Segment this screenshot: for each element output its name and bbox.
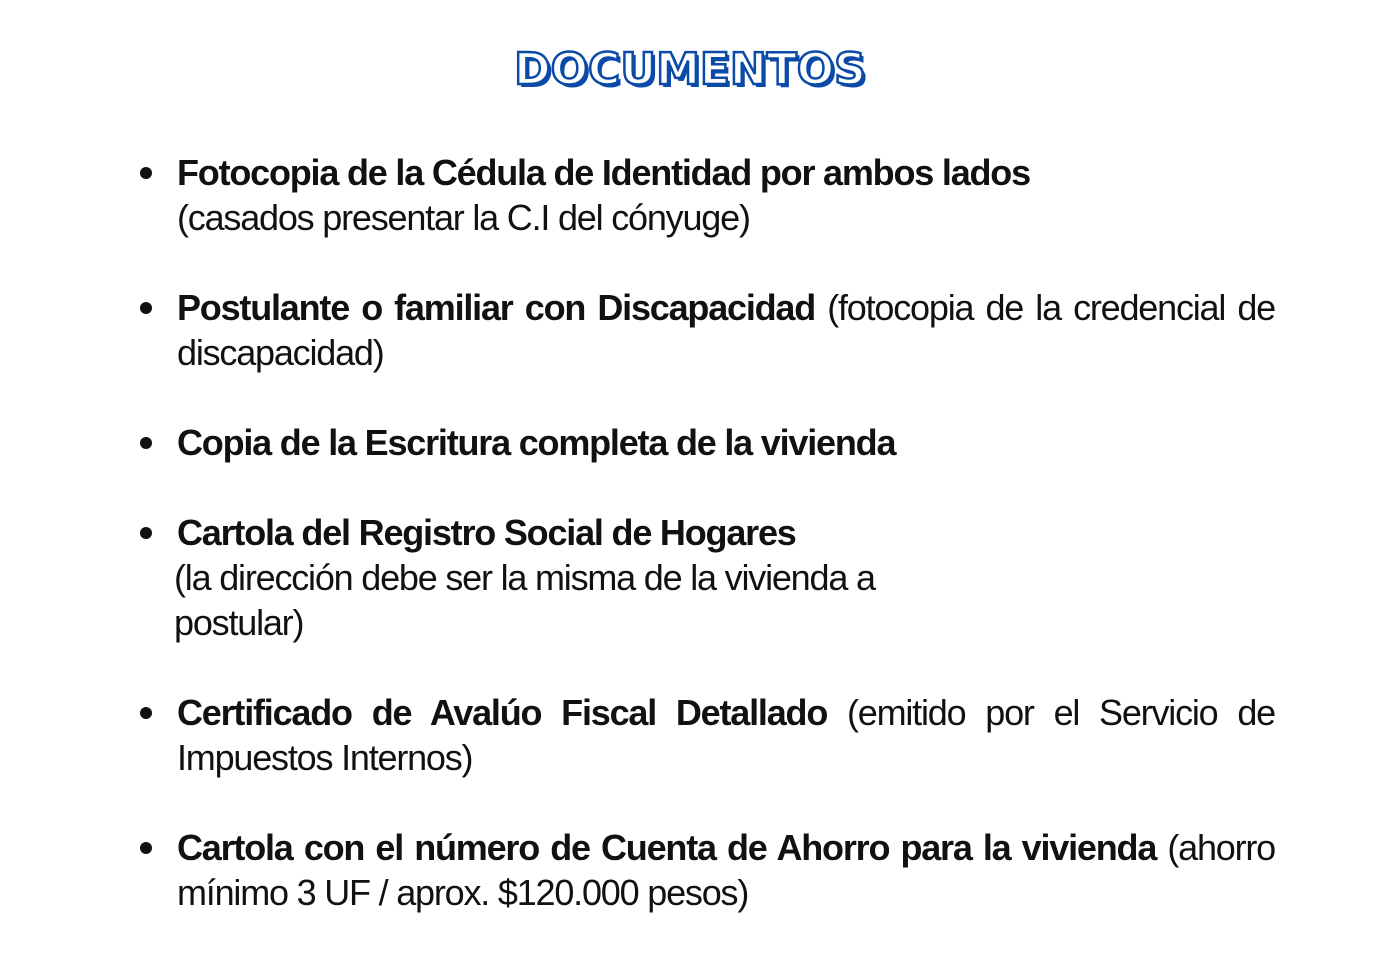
item-title: Fotocopia de la Cédula de Identidad por ambos lados (177, 152, 1030, 193)
list-item-cedula (135, 150, 1275, 240)
bullet-icon (140, 437, 152, 449)
item-title: Cartola con el número de Cuenta de Ahorro para la vivienda (177, 827, 1157, 868)
bullet-icon (140, 167, 152, 179)
item-title: Certificado de Avalúo Fiscal Detallado (177, 692, 828, 733)
bullet-icon (140, 527, 152, 539)
list-item-discapacidad (135, 285, 1275, 375)
item-note-line: postular) (174, 602, 304, 643)
item-title: Copia de la Escritura completa de la vivienda (177, 422, 896, 463)
item-note: (casados presentar la C.I del cónyuge) (177, 197, 750, 238)
list-item-avaluo (135, 690, 1275, 780)
list-item-cuenta-ahorro (135, 825, 1275, 915)
item-title: Postulante o familiar con Discapacidad (177, 287, 816, 328)
list-item-escritura (135, 420, 1275, 465)
item-title: Cartola del Registro Social de Hogares (177, 512, 796, 553)
item-note: (ahorro mínimo 3 UF / aprox. $120.000 pesos) (177, 827, 1275, 913)
bullet-icon (140, 302, 152, 314)
documents-list (135, 150, 1275, 915)
page-title: DOCUMENTOS (514, 44, 866, 95)
item-note: (fotocopia de la credencial de discapacidad) (177, 287, 1275, 373)
item-note: (emitido por el Servicio de Impuestos Internos) (177, 692, 1275, 778)
item-note-line: (la dirección debe ser la misma de la vivienda a (174, 557, 875, 598)
bullet-icon (140, 842, 152, 854)
list-item-registro-social (135, 510, 1275, 645)
bullet-icon (140, 707, 152, 719)
item-line (177, 150, 1275, 195)
